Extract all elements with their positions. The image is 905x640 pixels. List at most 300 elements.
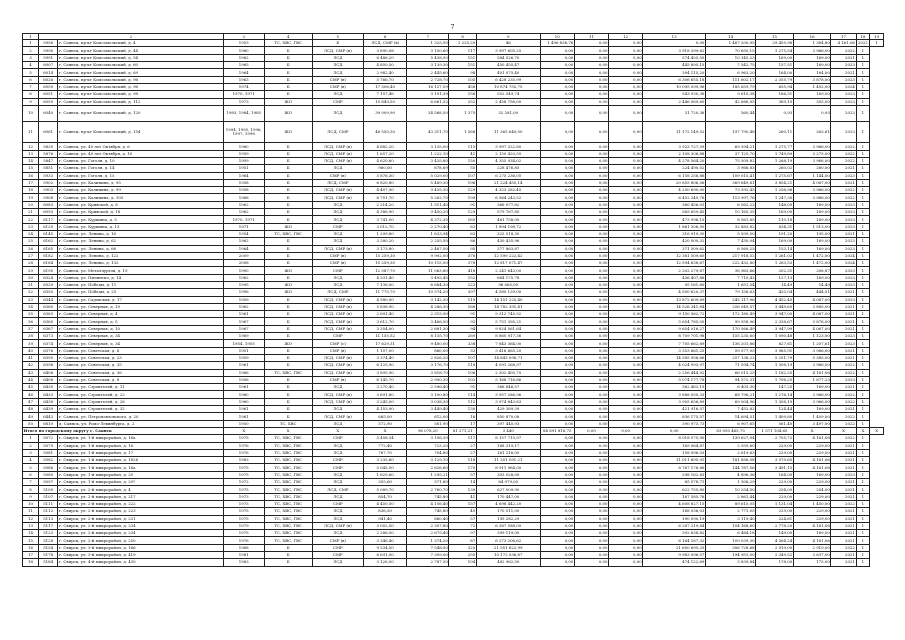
table-cell: 6117 (38, 216, 57, 223)
table-cell: 560,44 (706, 105, 756, 121)
table-cell: ЛСД, СМР (в) (312, 245, 363, 252)
table-cell: 0,00 (540, 91, 574, 98)
table-cell: Б (264, 398, 312, 405)
table-cell: 9 534,50 (363, 544, 406, 551)
table-cell: 1964 (223, 69, 264, 76)
table-cell: 0,00 (609, 172, 643, 179)
table-cell: г. Саянск, ул. Строителей, д. 11 (58, 384, 223, 391)
table-row (23, 187, 884, 194)
table-cell: 6433 (38, 391, 57, 398)
table-row (23, 420, 884, 427)
table-cell: 2022 (831, 398, 856, 405)
table-cell: 6 484,18 (706, 530, 756, 537)
table-row (23, 522, 884, 529)
table-cell: 0,00 (574, 537, 608, 544)
table-cell: 228 476,85 (476, 165, 540, 172)
table-cell: 2 950,30 (407, 376, 449, 383)
table-cell: 26 (23, 245, 39, 252)
table-cell: 1 225,20 (449, 40, 476, 47)
table-cell: ЛСД (312, 105, 363, 121)
table-cell: 96 065,00 (476, 282, 540, 289)
table-cell: 1 (856, 420, 870, 427)
table-cell: 0,00 (574, 274, 608, 281)
table-cell: ЛСД, СМР (в) (312, 47, 363, 54)
table-cell: ЛСД (312, 216, 363, 223)
table-cell: 257 138,22 (706, 354, 756, 361)
table-cell: ЛСД (312, 62, 363, 69)
table-cell: 4 286,30 (407, 303, 449, 310)
table-cell: 0,00 (574, 179, 608, 186)
table-cell: 878,69 (407, 165, 449, 172)
table-cell: 0,00 (574, 530, 608, 537)
table-cell: 2 355,79 (756, 76, 794, 83)
table-cell: 1968 (223, 194, 264, 201)
table-cell: 23 (23, 223, 39, 230)
table-cell: 2 349,52 (756, 551, 794, 558)
table-cell: 941,40 (363, 515, 406, 522)
table-cell: 206,87 (793, 267, 831, 274)
table-cell: 0,00 (574, 216, 608, 223)
table-cell: 3 450,20 (407, 209, 449, 216)
table-cell: 421 916,57 (643, 406, 706, 413)
table-cell: 6363 (38, 311, 57, 318)
table-cell: 0,00 (574, 201, 608, 208)
table-cell: 7 430,04 (706, 238, 756, 245)
table-cell: 0,00 (574, 245, 608, 252)
table-cell: 0,00 (609, 216, 643, 223)
table-cell: 458 (449, 83, 476, 90)
table-cell: 418 (449, 267, 476, 274)
table-cell: 3 235,60 (363, 457, 406, 464)
table-cell: 9 983 096,07 (643, 551, 706, 558)
table-cell: 0,00 (574, 194, 608, 201)
table-cell: 14 151 225,40 (476, 296, 540, 303)
table-cell: 168 036,03 (643, 508, 706, 515)
table-row (23, 406, 884, 413)
table-cell: 1 861 306,50 (643, 223, 706, 230)
table-cell: 0,00 (609, 76, 643, 83)
table-cell: 1950 (223, 420, 264, 427)
table-cell: 111 602,17 (706, 76, 756, 83)
table-cell: 5082 (38, 457, 57, 464)
table-cell: г. Свирск, ул. 1-й микрорайон, д. 16а (58, 464, 223, 471)
table-cell: 2021 (831, 515, 856, 522)
table-cell: 169,00 (793, 530, 831, 537)
table-cell: 10 649,50 (363, 98, 406, 105)
table-cell: 1975 (223, 515, 264, 522)
table-cell: 0,00 (540, 530, 574, 537)
table-cell: 157 (449, 500, 476, 507)
table-cell: 6184 (38, 260, 57, 267)
table-cell: 0,00 (574, 354, 608, 361)
table-cell: 17 (23, 179, 39, 186)
table-row (23, 442, 884, 449)
table-cell: 3 691,80 (363, 391, 406, 398)
table-cell: 229,00 (793, 479, 831, 486)
table-cell: 169,00 (756, 238, 794, 245)
table-cell: 579 767,80 (476, 209, 540, 216)
table-cell: 0,00 (540, 165, 574, 172)
table-cell: 5081 (38, 449, 57, 456)
table-cell: г. Свирск, ул. 2-й микрорайон, д. 222 (58, 500, 223, 507)
table-row (23, 98, 884, 105)
table-cell: 229,00 (756, 493, 794, 500)
table-cell: 3 974 643,83 (476, 398, 540, 405)
table-cell: 355,60 (363, 479, 406, 486)
table-cell: 0,00 (540, 311, 574, 318)
table-cell: ТС, ХВС, ГВС (264, 464, 312, 471)
table-cell: 46 (23, 391, 39, 398)
table-cell: 1 247,30 (756, 194, 794, 201)
column-number-cell: 11 (574, 34, 608, 40)
table-cell: ЖО (264, 340, 312, 347)
table-cell: 2009 (223, 252, 264, 259)
table-cell: 3 966,00 (793, 362, 831, 369)
table-cell: 0,00 (574, 260, 608, 267)
table-cell: 5 (23, 69, 39, 76)
table-cell: ТС, ХВС, ГВС (264, 435, 312, 442)
table-cell: 20 855 806,56 (643, 179, 706, 186)
table-cell: 2022 (831, 391, 856, 398)
table-cell: 3 947,00 (756, 311, 794, 318)
table-cell: 2 596,40 (407, 384, 449, 391)
table-cell: 11 365 640,00 (476, 121, 540, 143)
table-cell: Б (264, 216, 312, 223)
table-cell: 2 302 405,75 (476, 369, 540, 376)
table-cell: 16 (23, 544, 39, 551)
table-cell: 0,00 (540, 420, 574, 427)
table-cell: 7 843 364,00 (476, 340, 540, 347)
table-cell: 860,40 (407, 515, 449, 522)
table-cell: ЛСД, СМР (в) (312, 143, 363, 150)
table-cell: 836 175,57 (643, 413, 706, 420)
table-cell: 378 (449, 260, 476, 267)
table-cell: Х (793, 427, 831, 434)
table-cell: 19 (23, 194, 39, 201)
table-cell: 6520 (38, 282, 57, 289)
table-cell: 1968 (223, 544, 264, 551)
table-cell: 3 435,30 (407, 187, 449, 194)
table-cell: 9 824 561,64 (476, 325, 540, 332)
table-cell: 1 (856, 187, 870, 194)
register-table (22, 33, 884, 567)
table-cell: 1962 (223, 303, 264, 310)
table-cell: 0,00 (540, 150, 574, 157)
table-cell: 1966 (223, 369, 264, 376)
table-cell: СМР (в) (312, 260, 363, 267)
table-cell: 169,00 (793, 91, 831, 98)
table-cell: 14 (23, 157, 39, 164)
table-cell: 1975 (223, 486, 264, 493)
table-cell: г. Саянск, ул. Пичинско, д. 14 (58, 274, 223, 281)
table-cell: 0,00 (609, 449, 643, 456)
table-cell: Б (264, 238, 312, 245)
table-cell: 1973 (223, 493, 264, 500)
table-cell: 444,51 (793, 289, 831, 296)
table-cell: 0,00 (574, 267, 608, 274)
table-cell: 10 095 099,96 (643, 83, 706, 90)
table-row (23, 311, 884, 318)
table-cell: 0,00 (609, 98, 643, 105)
table-cell: 39 (23, 340, 39, 347)
table-cell: 0,00 (609, 479, 643, 486)
table-cell: 2 445,60 (407, 69, 449, 76)
table-cell: 0,00 (609, 289, 643, 296)
table-cell: 0,00 (540, 442, 574, 449)
table-cell: 170 (449, 464, 476, 471)
table-cell: 0,00 (609, 413, 643, 420)
table-cell: 3 012,70 (363, 223, 406, 230)
table-cell: 7 107,46 (363, 91, 406, 98)
table-cell: 11 172 149,52 (643, 121, 706, 143)
table-cell: 1974 (223, 83, 264, 90)
table-cell: ЛСД, СМР (в) (312, 362, 363, 369)
table-cell: 8 709 701,98 (643, 333, 706, 340)
table-cell: 0,00 (540, 238, 574, 245)
table-cell: г. Саянск, ул. Северная, д. 5 (58, 318, 223, 325)
table-cell: 1 (856, 157, 870, 164)
table-cell: 0,00 (540, 201, 574, 208)
table-cell: 2022 (831, 47, 856, 54)
table-cell: 1 256,96 (756, 187, 794, 194)
table-row (23, 369, 884, 376)
table-cell: 1962 (223, 274, 264, 281)
table-cell: СМР (312, 98, 363, 105)
table-cell: 155 235,60 (706, 333, 756, 340)
table-cell: 1975 (223, 471, 264, 478)
table-cell: 2 458 756,00 (476, 98, 540, 105)
table-cell: 6 158 256,86 (643, 172, 706, 179)
table-cell: 627 009,90 (476, 486, 540, 493)
table-cell: 0,00 (574, 413, 608, 420)
table-cell: 5 876,30 (363, 172, 406, 179)
table-cell: 1 (856, 464, 870, 471)
table-cell: СМР (312, 464, 363, 471)
table-row (23, 303, 884, 310)
table-cell: Б (264, 551, 312, 558)
table-cell: 0,00 (574, 500, 608, 507)
table-cell: 0,00 (574, 296, 608, 303)
table-cell: 0,00 (574, 105, 608, 121)
table-cell: 2 214,20 (363, 201, 406, 208)
table-cell: 0,00 (540, 486, 574, 493)
table-row (23, 435, 884, 442)
table-cell: 1 275,54 (756, 47, 794, 54)
table-cell: 150 (449, 157, 476, 164)
table-row (23, 318, 884, 325)
table-cell: Б (264, 311, 312, 318)
table-cell: 1961 (223, 413, 264, 420)
table-cell: 0,00 (609, 230, 643, 237)
table-cell: 117 (449, 47, 476, 54)
table-row (23, 508, 884, 515)
table-cell: 0,00 (540, 296, 574, 303)
table-cell: 655,94 (756, 83, 794, 90)
table-cell: 0,00 (609, 187, 643, 194)
table-cell: Б (264, 187, 312, 194)
table-cell: 1981 (223, 551, 264, 558)
table-cell: 0,00 (609, 91, 643, 98)
table-cell: г. Саянск, ул. Садовская, д. 17 (58, 296, 223, 303)
table-cell: 0,00 (540, 500, 574, 507)
table-cell: 0,00 (540, 340, 574, 347)
table-cell: 5 836,90 (363, 303, 406, 310)
table-cell: 5851 (38, 165, 57, 172)
table-cell: 6 145,70 (363, 376, 406, 383)
table-cell: 2 691,40 (363, 311, 406, 318)
table-cell: 3 966,00 (793, 157, 831, 164)
table-cell: 1 144,00 (793, 172, 831, 179)
table-cell: ЛСД, СМР (в) (312, 354, 363, 361)
table-cell: 63 (449, 230, 476, 237)
table-cell: 75 509,82 (706, 157, 756, 164)
table-cell: 6373 (38, 333, 57, 340)
table-cell: 46 550,30 (363, 121, 406, 143)
table-cell: 153,14 (756, 245, 794, 252)
table-cell: 1 263,53 (756, 260, 794, 267)
table-cell: 1990 (223, 267, 264, 274)
subtotal-row (23, 427, 884, 434)
table-cell: 4 (23, 457, 39, 464)
table-cell: 3 966,00 (793, 398, 831, 405)
table-cell: 5 045,50 (363, 464, 406, 471)
table-cell: ТС, ХВС, ГВС (264, 449, 312, 456)
table-cell: 0,00 (609, 537, 643, 544)
table-row (23, 354, 884, 361)
table-cell: 172 180,49 (706, 311, 756, 318)
table-cell: 401 075,40 (476, 69, 540, 76)
table-cell: 1 409,00 (793, 413, 831, 420)
table-cell: 2 202 279,87 (643, 267, 706, 274)
table-cell: 3 354,00 (363, 325, 406, 332)
table-cell: 2023 (831, 340, 856, 347)
table-cell: 5112 (38, 508, 57, 515)
table-cell: 1 (856, 83, 870, 90)
table-cell: 0,00 (609, 347, 643, 354)
table-cell: 7 705 662,89 (643, 340, 706, 347)
table-cell: 6061 (38, 121, 57, 143)
table-cell: 0,00 (574, 143, 608, 150)
table-cell: 1976 (223, 442, 264, 449)
table-row (23, 493, 884, 500)
table-cell: 144 787,56 (706, 464, 756, 471)
table-cell: 0,00 (609, 325, 643, 332)
table-cell: 0,00 (574, 427, 608, 434)
table-cell: 1 295,21 (407, 471, 449, 478)
table-cell: 0,00 (540, 479, 574, 486)
table-cell: 1961 (223, 384, 264, 391)
table-cell: 2021 (831, 311, 856, 318)
table-cell: 4 698 442,20 (476, 500, 540, 507)
table-cell: 1 492,00 (793, 83, 831, 90)
table-cell: 2 861,44 (706, 493, 756, 500)
table-cell: СМР (в) (312, 376, 363, 383)
table-cell: ЖО (264, 223, 312, 230)
table-cell: 1 706,25 (756, 376, 794, 383)
table-cell: 2023 (831, 333, 856, 340)
table-cell: 3 854,21 (756, 179, 794, 186)
table-cell: 229,00 (793, 449, 831, 456)
table-cell: 0,00 (609, 362, 643, 369)
table-cell: 10 874 755,75 (476, 83, 540, 90)
table-cell: 2022 (831, 194, 856, 201)
table-cell: ЛСД (312, 559, 363, 566)
table-cell: 1958 (223, 179, 264, 186)
table-cell: 3 150,60 (407, 47, 449, 54)
table-cell: 0,00 (574, 187, 608, 194)
table-cell: 4 850,50 (363, 62, 406, 69)
table-cell: 2 338,67 (756, 318, 794, 325)
table-cell: 7 136,00 (363, 282, 406, 289)
table-cell: 104 168,60 (706, 522, 756, 529)
table-cell: г. Свирск, ул. 2-й микрорайон, д. 223 (58, 508, 223, 515)
table-cell: 48 (23, 406, 39, 413)
table-cell: 27 (449, 442, 476, 449)
table-cell: 2 307,80 (407, 522, 449, 529)
table-cell: 0,00 (609, 223, 643, 230)
table-row (23, 40, 884, 47)
table-cell: 1 275,67 (756, 172, 794, 179)
table-cell: 37 (23, 325, 39, 332)
table-cell: 2023 (831, 201, 856, 208)
table-cell: 2 286,00 (363, 530, 406, 537)
table-cell: 109 015,41 (706, 172, 756, 179)
table-cell: 0,00 (540, 435, 574, 442)
table-cell: г. Саянск, ул. Советская, д. 36 (58, 369, 223, 376)
table-cell: 5 654 785,05 (643, 318, 706, 325)
table-cell: 3 923 727,59 (643, 143, 706, 150)
table-cell: 3 126,00 (363, 559, 406, 566)
table-cell: 10 (23, 500, 39, 507)
table-cell: ТС, ХВС (264, 420, 312, 427)
table-row (23, 69, 884, 76)
table-cell: 42 686,95 (706, 98, 756, 105)
table-cell: г. Саянск, ул. Советская, д. 35 (58, 362, 223, 369)
table-cell: 9 (23, 98, 39, 105)
table-cell: г. Саянск, пр-кт Комсомольский, д. 120 (58, 105, 223, 121)
table-cell: 2021 (831, 179, 856, 186)
table-cell: ЛСД (312, 515, 363, 522)
table-cell: 2022 (831, 187, 856, 194)
table-cell: 16 (23, 172, 39, 179)
table-cell: 0,00 (574, 551, 608, 558)
table-cell: 99 558,96 (706, 318, 756, 325)
table-cell: 2024 (831, 252, 856, 259)
table-cell: 0,00 (540, 303, 574, 310)
table-cell: 664 175,78 (476, 274, 540, 281)
table-cell: 0,00 (643, 427, 706, 434)
table-cell: 2021 (831, 325, 856, 332)
table-cell: г. Саянск, ул. Калинина, д. 95 (58, 179, 223, 186)
table-cell: 397 (449, 289, 476, 296)
table-cell: г. Саянск, пр-кт Комсомольский, д. 4 (58, 40, 223, 47)
table-cell: 6436 (38, 398, 57, 405)
table-cell: 0,00 (574, 165, 608, 172)
table-cell: 6 428 235,99 (476, 76, 540, 83)
table-cell: 14,49 (793, 282, 831, 289)
table-cell: 169,00 (793, 238, 831, 245)
table-row (23, 457, 884, 464)
table-cell: 0,00 (609, 522, 643, 529)
table-cell: 0,00 (574, 449, 608, 456)
table-cell: 6059 (38, 98, 57, 105)
table-cell: 2022 (831, 413, 856, 420)
table-cell: 21 600 695,25 (643, 544, 706, 551)
table-cell: 0,00 (574, 230, 608, 237)
table-cell: 3 878,00 (793, 76, 831, 83)
page-number: 7 (450, 24, 455, 31)
table-cell: 397 440,93 (476, 420, 540, 427)
